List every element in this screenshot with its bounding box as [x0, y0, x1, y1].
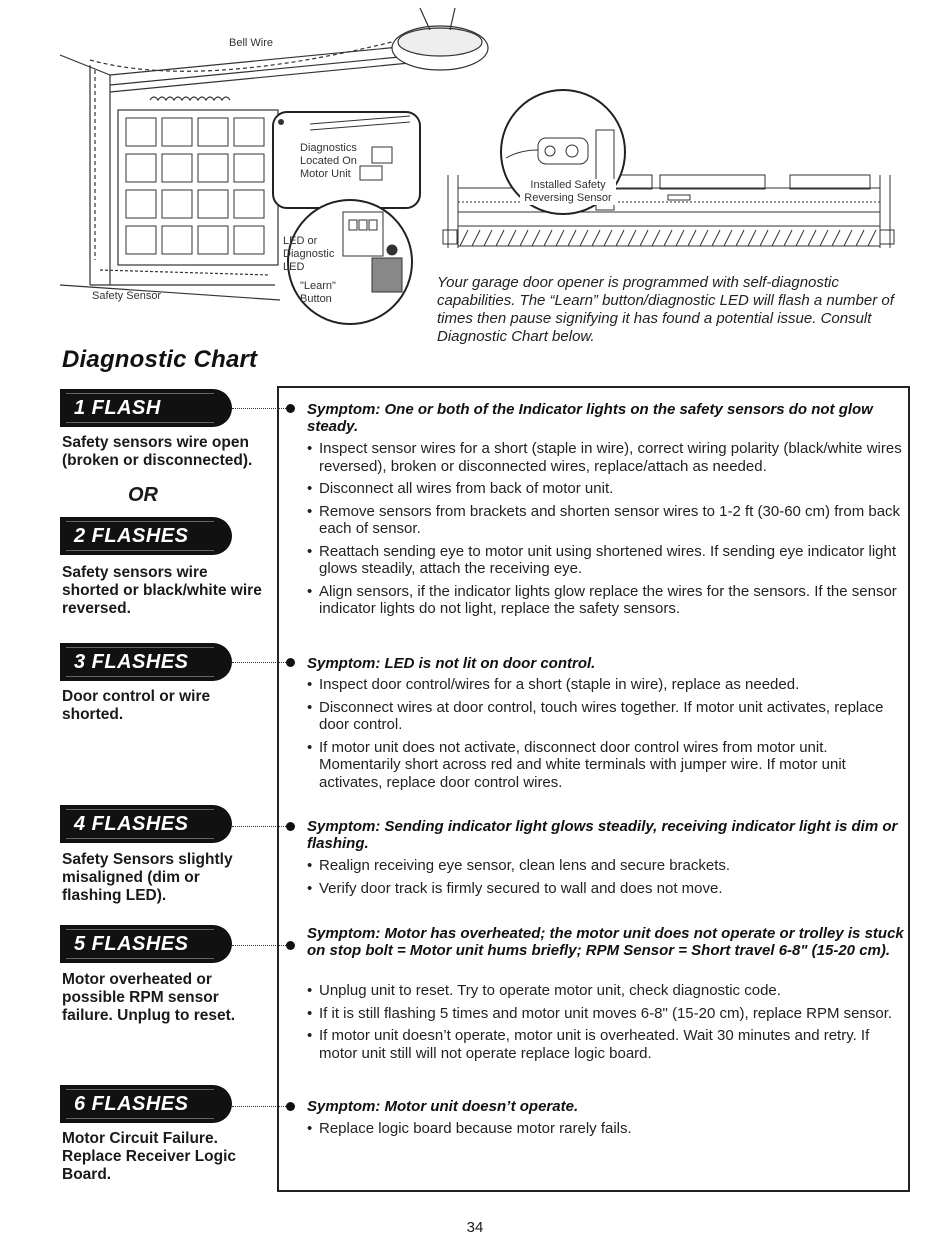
page-number: 34 [466, 1219, 484, 1236]
step-item: • Realign receiving eye sensor, clean lens and secure brackets. [307, 857, 905, 875]
flash-cause-5: Motor overheated or possible RPM sensor failure. Unplug to reset. [62, 971, 236, 1024]
leader-line [232, 945, 288, 946]
flash-badge-3: 3 FLASHES [60, 643, 232, 681]
learn-button-label: "Learn" Button [300, 280, 336, 305]
leader-dot [286, 822, 295, 831]
leader-line [232, 826, 288, 827]
step-item: • If motor unit doesn’t operate, motor unit is overheated. Wait 30 minutes and retry. If motor unit still will not operate replace logic board. [307, 1027, 905, 1062]
flash-badge-1: 1 FLASH [60, 389, 232, 427]
flash-cause-2: Safety sensors wire shorted or black/white wire reversed. [62, 564, 262, 617]
symptom-steps-4 [307, 982, 905, 1067]
symptom-title-1: Symptom: One or both of the Indicator lights on the safety sensors do not glow steady. [307, 401, 873, 435]
step-item: • Disconnect wires at door control, touch wires together. If motor unit activates, replace door control. [307, 699, 905, 734]
led-label: LED or Diagnostic LED [283, 235, 335, 273]
step-item: • Verify door track is firmly secured to wall and does not move. [307, 880, 905, 898]
leader-dot [286, 941, 295, 950]
step-item: • Disconnect all wires from back of motor unit. [307, 480, 905, 498]
symptom-steps-3 [307, 857, 905, 902]
step-item: • Replace logic board because motor rarely fails. [307, 1120, 905, 1138]
step-item: • Remove sensors from brackets and shorten sensor wires to 1-2 ft (30-60 cm) from back each of sensor. [307, 503, 905, 538]
flash-badge-6: 6 FLASHES [60, 1085, 232, 1123]
flash-cause-1: Safety sensors wire open (broken or disconnected). [62, 434, 253, 469]
flash-cause-6: Motor Circuit Failure. Replace Receiver Logic Board. [62, 1130, 237, 1183]
symptom-title-2: Symptom: LED is not lit on door control. [307, 655, 596, 672]
leader-line [232, 662, 288, 663]
step-item: • Inspect door control/wires for a short (staple in wire), replace as needed. [307, 676, 905, 694]
leader-dot [286, 404, 295, 413]
step-item: • Reattach sending eye to motor unit using shortened wires. If sending eye indicator light glows steadily, attach the receiving eye. [307, 543, 905, 578]
safety-sensor-label: Safety Sensor [92, 290, 162, 302]
leader-dot [286, 658, 295, 667]
flash-cause-4: Safety Sensors slightly misaligned (dim or flashing LED). [62, 851, 233, 904]
flash-badge-4: 4 FLASHES [60, 805, 232, 843]
chart-title: Diagnostic Chart [62, 346, 258, 373]
step-item: • If motor unit does not activate, disconnect door control wires from motor unit. Momentarily short across red and white terminals with jumper wire. If motor unit activates, replace door control wires. [307, 739, 905, 792]
symptom-title-4: Symptom: Motor has overheated; the motor unit does not operate or trolley is stuck on stop bolt = Motor unit hums briefly; RPM Sensor = Short travel 6-8" (15-20 cm). [307, 925, 904, 959]
leader-line [232, 1106, 288, 1107]
installed-sensor-label: Installed Safety Reversing Sensor [520, 179, 616, 205]
symptom-steps-5 [307, 1120, 905, 1143]
symptom-title-5: Symptom: Motor unit doesn’t operate. [307, 1098, 579, 1115]
diagnostics-location-label: Diagnostics Located On Motor Unit [300, 142, 357, 180]
bell-wire-label: Bell Wire [229, 37, 274, 49]
step-item: • Unplug unit to reset. Try to operate motor unit, check diagnostic code. [307, 982, 905, 1000]
step-item: • If it is still flashing 5 times and motor unit moves 6-8" (15-20 cm), replace RPM sensor. [307, 1005, 905, 1023]
step-item: • Align sensors, if the indicator lights glow replace the wires for the sensors. If the sensor indicator lights do not light, replace the safety sensors. [307, 583, 905, 618]
symptom-steps-1 [307, 440, 905, 623]
intro-paragraph: Your garage door opener is programmed with self-diagnostic capabilities. The “Learn” button/diagnostic LED will flash a number of times then pause signifying it has found a potential issue. Consult Diagnostic Chart below. [437, 274, 894, 345]
symptom-steps-2 [307, 676, 905, 796]
flash-badge-5: 5 FLASHES [60, 925, 232, 963]
symptom-title-3: Symptom: Sending indicator light glows steadily, receiving indicator light is dim or flashing. [307, 818, 898, 852]
or-separator: OR [128, 484, 158, 506]
leader-line [232, 408, 288, 409]
leader-dot [286, 1102, 295, 1111]
flash-badge-2: 2 FLASHES [60, 517, 232, 555]
step-item: • Inspect sensor wires for a short (staple in wire), correct wiring polarity (black/white wires reversed), broken or disconnected wires, replace/attach as needed. [307, 440, 905, 475]
flash-cause-3: Door control or wire shorted. [62, 688, 211, 723]
